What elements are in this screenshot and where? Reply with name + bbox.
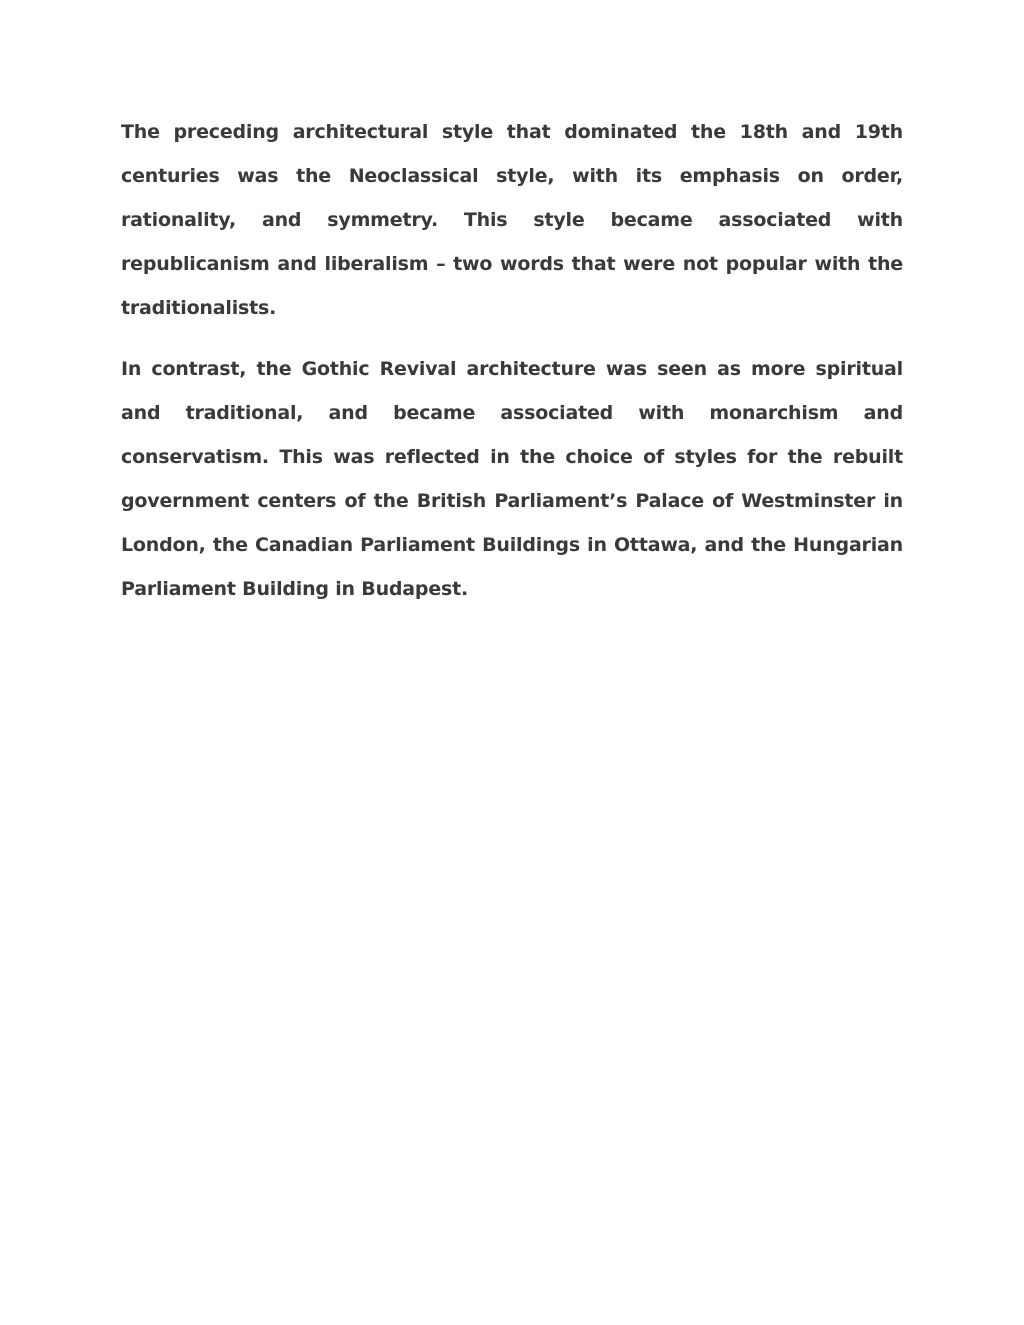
paragraph-gothic-revival: In contrast, the Gothic Revival architecture was seen as more spiritual and traditional, and became associated with monarchism and conservatism. This was reflected in the choice of styles for the rebuilt government centers of the British Parliament’s Palace of Westminster in London, the Canadian Parliament Buildings in Ottawa, and the Hungarian Parliament Building in Budapest. (121, 358, 903, 600)
document-body (121, 110, 903, 628)
paragraph-neoclassical: The preceding architectural style that dominated the 18th and 19th centuries was the Neoclassical style, with its emphasis on order, rationality, and symmetry. This style became associated with republicanism and liberalism – two words that were not popular with the traditionalists. (121, 121, 903, 319)
